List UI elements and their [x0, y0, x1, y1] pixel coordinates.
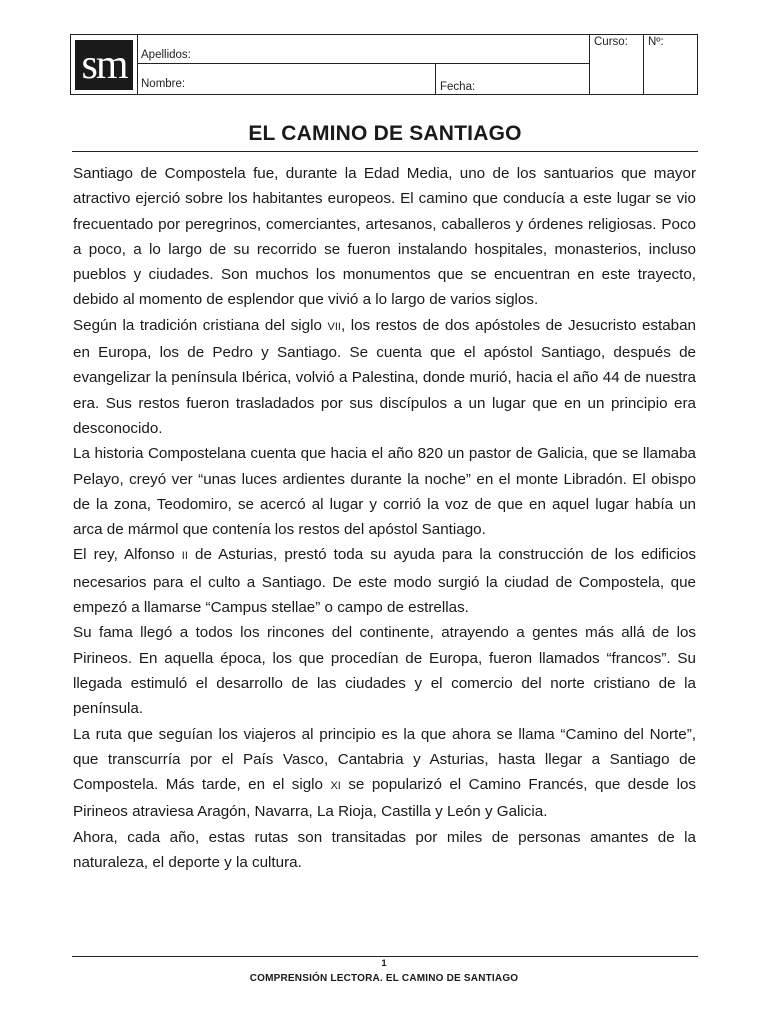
fecha-divider — [435, 63, 436, 94]
title-underline — [72, 151, 698, 152]
paragraph-4-end: de Asturias, prestó toda su ayuda para la construcción de los edificios necesarios para el culto a Santiago. De este modo surgió la ciudad de Compostela, que empezó a llamarse “Campus stellae” o campo de estrellas. — [73, 546, 696, 617]
paragraph-2-start: Según la tradición cristiana del siglo — [73, 316, 328, 334]
publisher-logo — [71, 35, 138, 94]
paragraph-2-end: , los restos de dos apóstoles de Jesucristo estaban en Europa, los de Pedro y Santiago. Se cuenta que el apóstol Santiago, después de evangelizar la península Ibérica, volvió a Palestina, donde murió, hacia el año 44 de nuestra era. Sus restos fueron trasladados por sus discípulos a un lugar que en un principio era desconocido. — [73, 316, 697, 437]
reading-passage — [73, 161, 696, 875]
paragraph-6-end: se popularizó el Camino Francés, que desde los Pirineos atraviesa Aragón, Navarra, La Rioja, Castilla y León y Galicia. — [73, 776, 696, 821]
nombre-field-label: Nombre: — [141, 78, 186, 90]
century-numeral: VII — [327, 320, 341, 333]
curso-field-label: Curso: — [594, 36, 628, 48]
row-divider — [137, 63, 589, 64]
numero-divider — [643, 35, 644, 94]
paragraph-6-start: La ruta que seguían los viajeros al principio es la que ahora se llama “Camino del Norte”, que transcurría por el País Vasco, Cantabria y Asturias, hasta llegar a Santiago de Compostela. Más tarde, en el siglo — [73, 725, 696, 794]
paragraph-7: Ahora, cada año, estas rutas son transitadas por miles de personas amantes de la naturaleza, el deporte y la cultura. — [73, 828, 696, 872]
king-numeral: II — [181, 550, 188, 563]
curso-divider — [589, 35, 590, 94]
sm-logo-mark: sm — [75, 40, 133, 90]
apellidos-field-label: Apellidos: — [141, 49, 191, 61]
document-title: EL CAMINO DE SANTIAGO — [248, 122, 522, 145]
paragraph-4-start: El rey, Alfonso — [73, 546, 182, 564]
paragraph-5: Su fama llegó a todos los rincones del continente, atrayendo a gentes más allá de los Pirineos. En aquella época, los que procedían de Europa, fueron llamados “francos”. Su llegada estimuló el desarrollo de las ciudades y el comercio del norte cristiano de la península. — [73, 624, 696, 718]
page-number: 1 — [381, 958, 387, 969]
century-numeral: XI — [330, 780, 341, 793]
paragraph-2 — [73, 313, 696, 441]
fecha-field-label: Fecha: — [440, 81, 476, 93]
paragraph-1: Santiago de Compostela fue, durante la Edad Media, uno de los santuarios que mayor atractivo ejerció sobre los habitantes europeos. El camino que conducía a este lugar se vio frecuentado por peregrinos, comerciantes, artesanos, caballeros y órdenes religiosas. Poco a poco, a lo largo de su recorrido se fueron instalando hospitales, monasterios, incluso pueblos y ciudades. Son muchos los monumentos que se encuentran en este trayecto, debido al momento de esplendor que vivió a lo largo de varios siglos. — [73, 165, 696, 309]
footer-divider — [72, 956, 698, 957]
student-info-header — [70, 34, 698, 95]
paragraph-4 — [73, 542, 696, 620]
paragraph-6 — [73, 722, 696, 825]
paragraph-3: La historia Compostelana cuenta que hacia el año 820 un pastor de Galicia, que se llamaba Pelayo, creyó ver “unas luces ardientes durante la noche” en el monte Libradón. El obispo de la zona, Teodomiro, se acercó al lugar y corrió la voz de que en aquel lugar había un arca de mármol que contenía los restos del apóstol Santiago. — [73, 445, 696, 539]
footer-title: COMPRENSIÓN LECTORA. EL CAMINO DE SANTIAGO — [249, 973, 519, 984]
numero-field-label: Nº: — [648, 36, 664, 48]
